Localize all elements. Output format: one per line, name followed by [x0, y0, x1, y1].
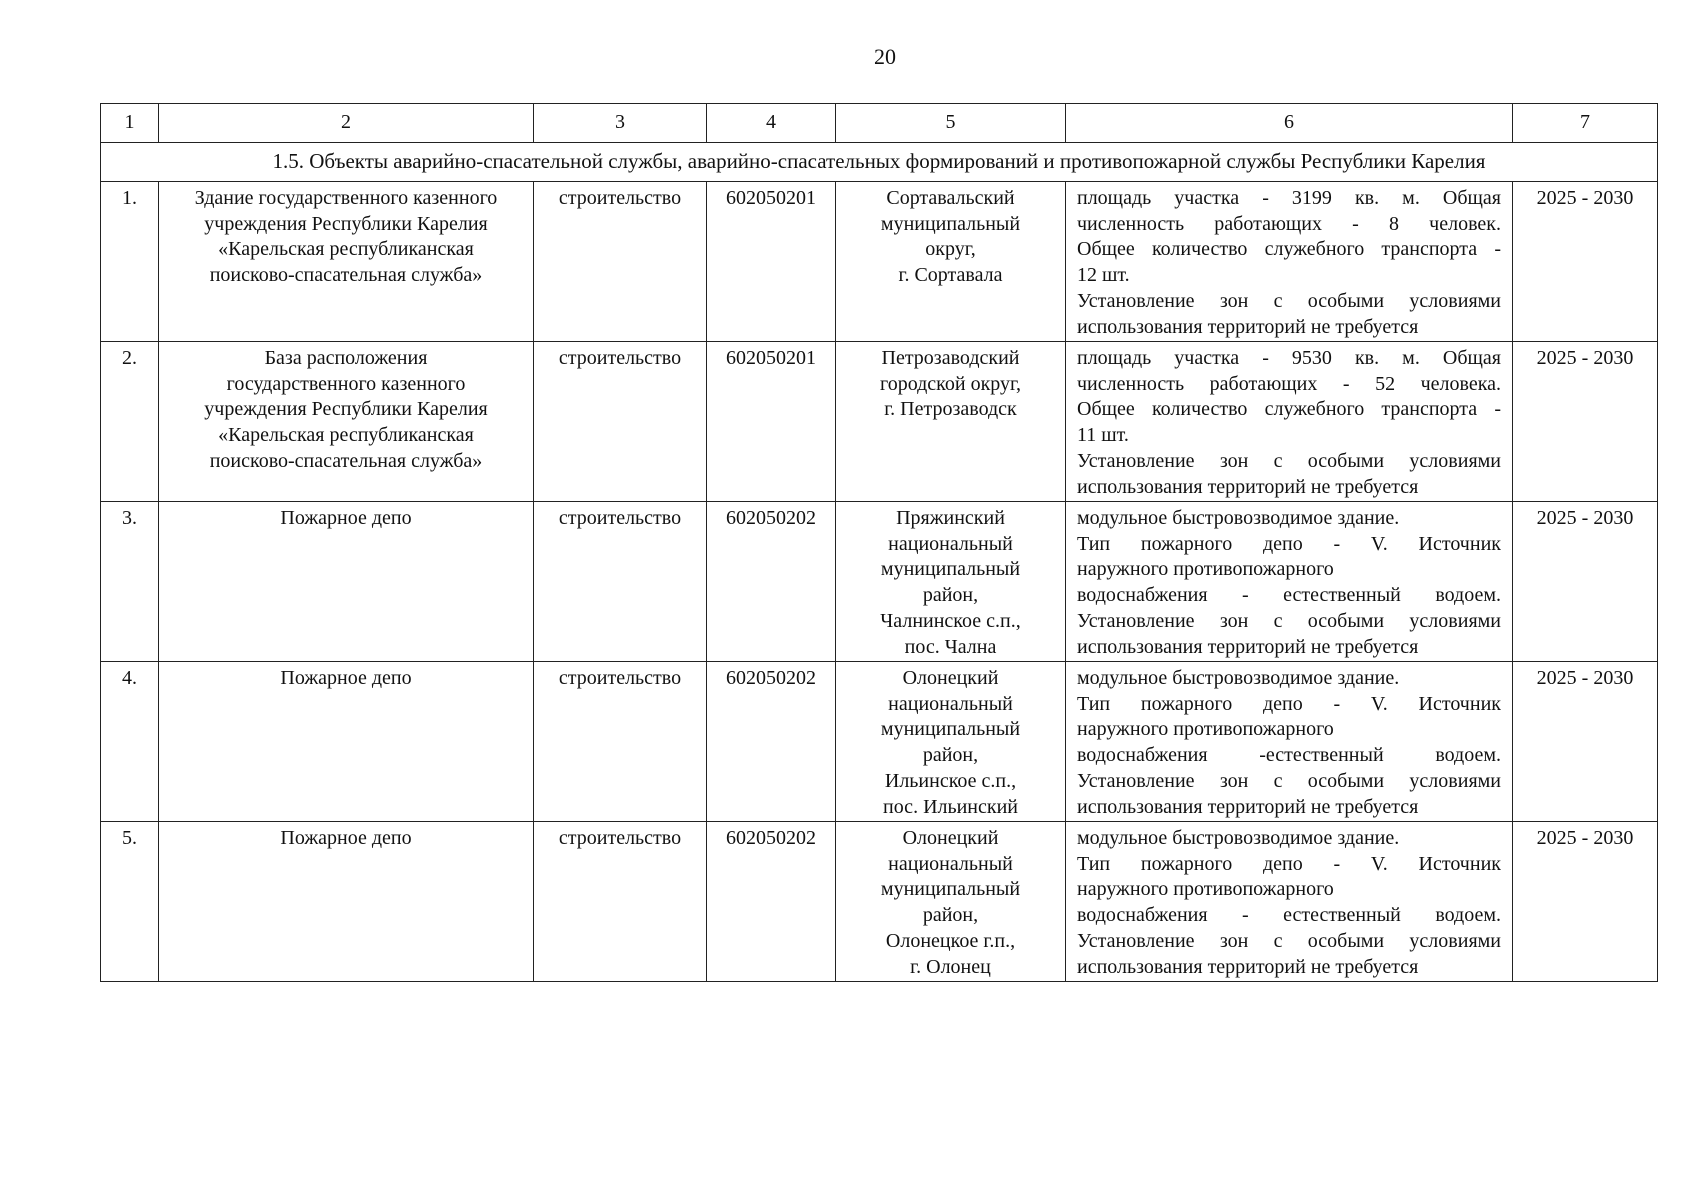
- column-number-cell: 4: [707, 104, 836, 143]
- description-line: водоснабжения - естественный водоем.: [1077, 584, 1501, 607]
- page-number: 20: [874, 44, 896, 69]
- work-type: строительство: [534, 502, 707, 662]
- location-line: округ,: [925, 238, 976, 261]
- object-name: [159, 502, 534, 662]
- object-name-line: «Карельская республиканская: [218, 238, 474, 261]
- object-name-line: поисково-спасательная служба»: [209, 449, 483, 472]
- object-description: [1066, 662, 1513, 822]
- description-line: площадь участка - 9530 кв. м. Общая: [1077, 347, 1501, 369]
- location-line: Ильинское с.п.,: [884, 769, 1017, 792]
- description-line: использования территорий не требуется: [1077, 795, 1419, 818]
- object-location: [836, 502, 1066, 662]
- location-line: район,: [922, 904, 979, 927]
- location-line: городской округ,: [880, 372, 1021, 395]
- section-heading-row: [101, 143, 1658, 182]
- object-location: [836, 342, 1066, 502]
- description-line: модульное быстровозводимое здание.: [1077, 507, 1400, 529]
- table-row: [101, 342, 1658, 502]
- location-line: национальный: [888, 532, 1013, 555]
- location-line: район,: [922, 584, 979, 607]
- column-number-cell: 7: [1513, 104, 1658, 143]
- description-line: Тип пожарного депо - V. Источник: [1077, 852, 1501, 875]
- table-body: [101, 182, 1658, 982]
- description-line: наружного противопожарного: [1077, 878, 1334, 901]
- row-number: 4.: [101, 662, 159, 822]
- location-line: национальный: [888, 692, 1013, 715]
- row-number: 3.: [101, 502, 159, 662]
- implementation-period: 2025 - 2030: [1513, 342, 1658, 502]
- description-line: использования территорий не требуется: [1077, 475, 1419, 498]
- location-line: Олонецкий: [902, 827, 999, 849]
- object-location: [836, 822, 1066, 982]
- object-code: 602050202: [707, 662, 836, 822]
- location-line: муниципальный: [880, 558, 1021, 581]
- object-code: 602050202: [707, 822, 836, 982]
- description-line: Тип пожарного депо - V. Источник: [1077, 692, 1501, 715]
- implementation-period: 2025 - 2030: [1513, 822, 1658, 982]
- location-line: Чалнинское с.п.,: [880, 609, 1021, 632]
- object-location: [836, 662, 1066, 822]
- object-name-line: поисково-спасательная служба»: [209, 264, 483, 287]
- work-type: строительство: [534, 822, 707, 982]
- description-line: Общее количество служебного транспорта -: [1077, 238, 1501, 261]
- table-row: [101, 182, 1658, 342]
- description-line: использования территорий не требуется: [1077, 315, 1419, 338]
- column-number-cell: 5: [836, 104, 1066, 143]
- object-description: [1066, 342, 1513, 502]
- object-code: 602050201: [707, 342, 836, 502]
- work-type: строительство: [534, 662, 707, 822]
- object-name-line: Пожарное депо: [280, 667, 412, 689]
- location-line: национальный: [888, 852, 1013, 875]
- object-description: [1066, 182, 1513, 342]
- row-number: 5.: [101, 822, 159, 982]
- object-name-line: Пожарное депо: [280, 827, 412, 849]
- object-name-line: учреждения Республики Карелия: [204, 398, 488, 421]
- description-line: численность работающих - 52 человека.: [1077, 372, 1501, 395]
- object-name-line: государственного казенного: [226, 372, 466, 395]
- description-line: модульное быстровозводимое здание.: [1077, 827, 1400, 849]
- location-line: муниципальный: [880, 718, 1021, 741]
- column-number-row: [101, 104, 1658, 143]
- description-line: наружного противопожарного: [1077, 558, 1334, 581]
- description-line: Тип пожарного депо - V. Источник: [1077, 532, 1501, 555]
- location-line: Олонецкое г.п.,: [885, 929, 1016, 952]
- column-number-cell: 6: [1066, 104, 1513, 143]
- work-type: строительство: [534, 182, 707, 342]
- implementation-period: 2025 - 2030: [1513, 182, 1658, 342]
- location-line: г. Петрозаводск: [884, 398, 1017, 421]
- table-row: [101, 662, 1658, 822]
- description-line: водоснабжения -естественный водоем.: [1077, 744, 1501, 767]
- description-line: 11 шт.: [1077, 424, 1129, 447]
- section-title: 1.5. Объекты аварийно-спасательной службы, аварийно-спасательных формирований и противопожарной службы Республики Карелия: [101, 143, 1658, 182]
- description-line: использования территорий не требуется: [1077, 635, 1419, 658]
- object-code: 602050201: [707, 182, 836, 342]
- column-number-cell: 3: [534, 104, 707, 143]
- location-line: Сортавальский: [886, 187, 1015, 209]
- location-line: г. Сортавала: [898, 264, 1003, 287]
- object-description: [1066, 502, 1513, 662]
- implementation-period: 2025 - 2030: [1513, 662, 1658, 822]
- location-line: Петрозаводский: [881, 347, 1020, 369]
- description-line: Установление зон с особыми условиями: [1077, 289, 1501, 312]
- location-line: Пряжинский: [896, 507, 1005, 529]
- description-line: Установление зон с особыми условиями: [1077, 449, 1501, 472]
- object-name-line: База расположения: [264, 347, 428, 369]
- row-number: 2.: [101, 342, 159, 502]
- location-line: район,: [922, 744, 979, 767]
- location-line: муниципальный: [880, 878, 1021, 901]
- location-line: г. Олонец: [910, 955, 991, 978]
- description-line: 12 шт.: [1077, 264, 1130, 287]
- implementation-period: 2025 - 2030: [1513, 502, 1658, 662]
- row-number: 1.: [101, 182, 159, 342]
- column-number-cell: 1: [101, 104, 159, 143]
- object-name: [159, 182, 534, 342]
- location-line: пос. Чална: [904, 635, 997, 658]
- work-type: строительство: [534, 342, 707, 502]
- description-line: площадь участка - 3199 кв. м. Общая: [1077, 187, 1501, 209]
- location-line: муниципальный: [880, 212, 1021, 235]
- table-row: [101, 502, 1658, 662]
- description-line: Установление зон с особыми условиями: [1077, 769, 1501, 792]
- object-description: [1066, 822, 1513, 982]
- location-line: Олонецкий: [902, 667, 999, 689]
- object-name: [159, 822, 534, 982]
- object-name-line: Пожарное депо: [280, 507, 412, 529]
- description-line: водоснабжения - естественный водоем.: [1077, 904, 1501, 927]
- object-code: 602050202: [707, 502, 836, 662]
- object-name: [159, 662, 534, 822]
- column-number-cell: 2: [159, 104, 534, 143]
- object-name-line: учреждения Республики Карелия: [204, 212, 488, 235]
- description-line: Установление зон с особыми условиями: [1077, 609, 1501, 632]
- description-line: наружного противопожарного: [1077, 718, 1334, 741]
- location-line: пос. Ильинский: [882, 795, 1019, 818]
- object-name-line: «Карельская республиканская: [218, 424, 474, 447]
- description-line: использования территорий не требуется: [1077, 955, 1419, 978]
- description-line: численность работающих - 8 человек.: [1077, 212, 1501, 235]
- description-line: модульное быстровозводимое здание.: [1077, 667, 1400, 689]
- object-name-line: Здание государственного казенного: [194, 187, 498, 209]
- object-location: [836, 182, 1066, 342]
- objects-table: [100, 103, 1658, 982]
- description-line: Установление зон с особыми условиями: [1077, 929, 1501, 952]
- object-name: [159, 342, 534, 502]
- table-row: [101, 822, 1658, 982]
- description-line: Общее количество служебного транспорта -: [1077, 398, 1501, 421]
